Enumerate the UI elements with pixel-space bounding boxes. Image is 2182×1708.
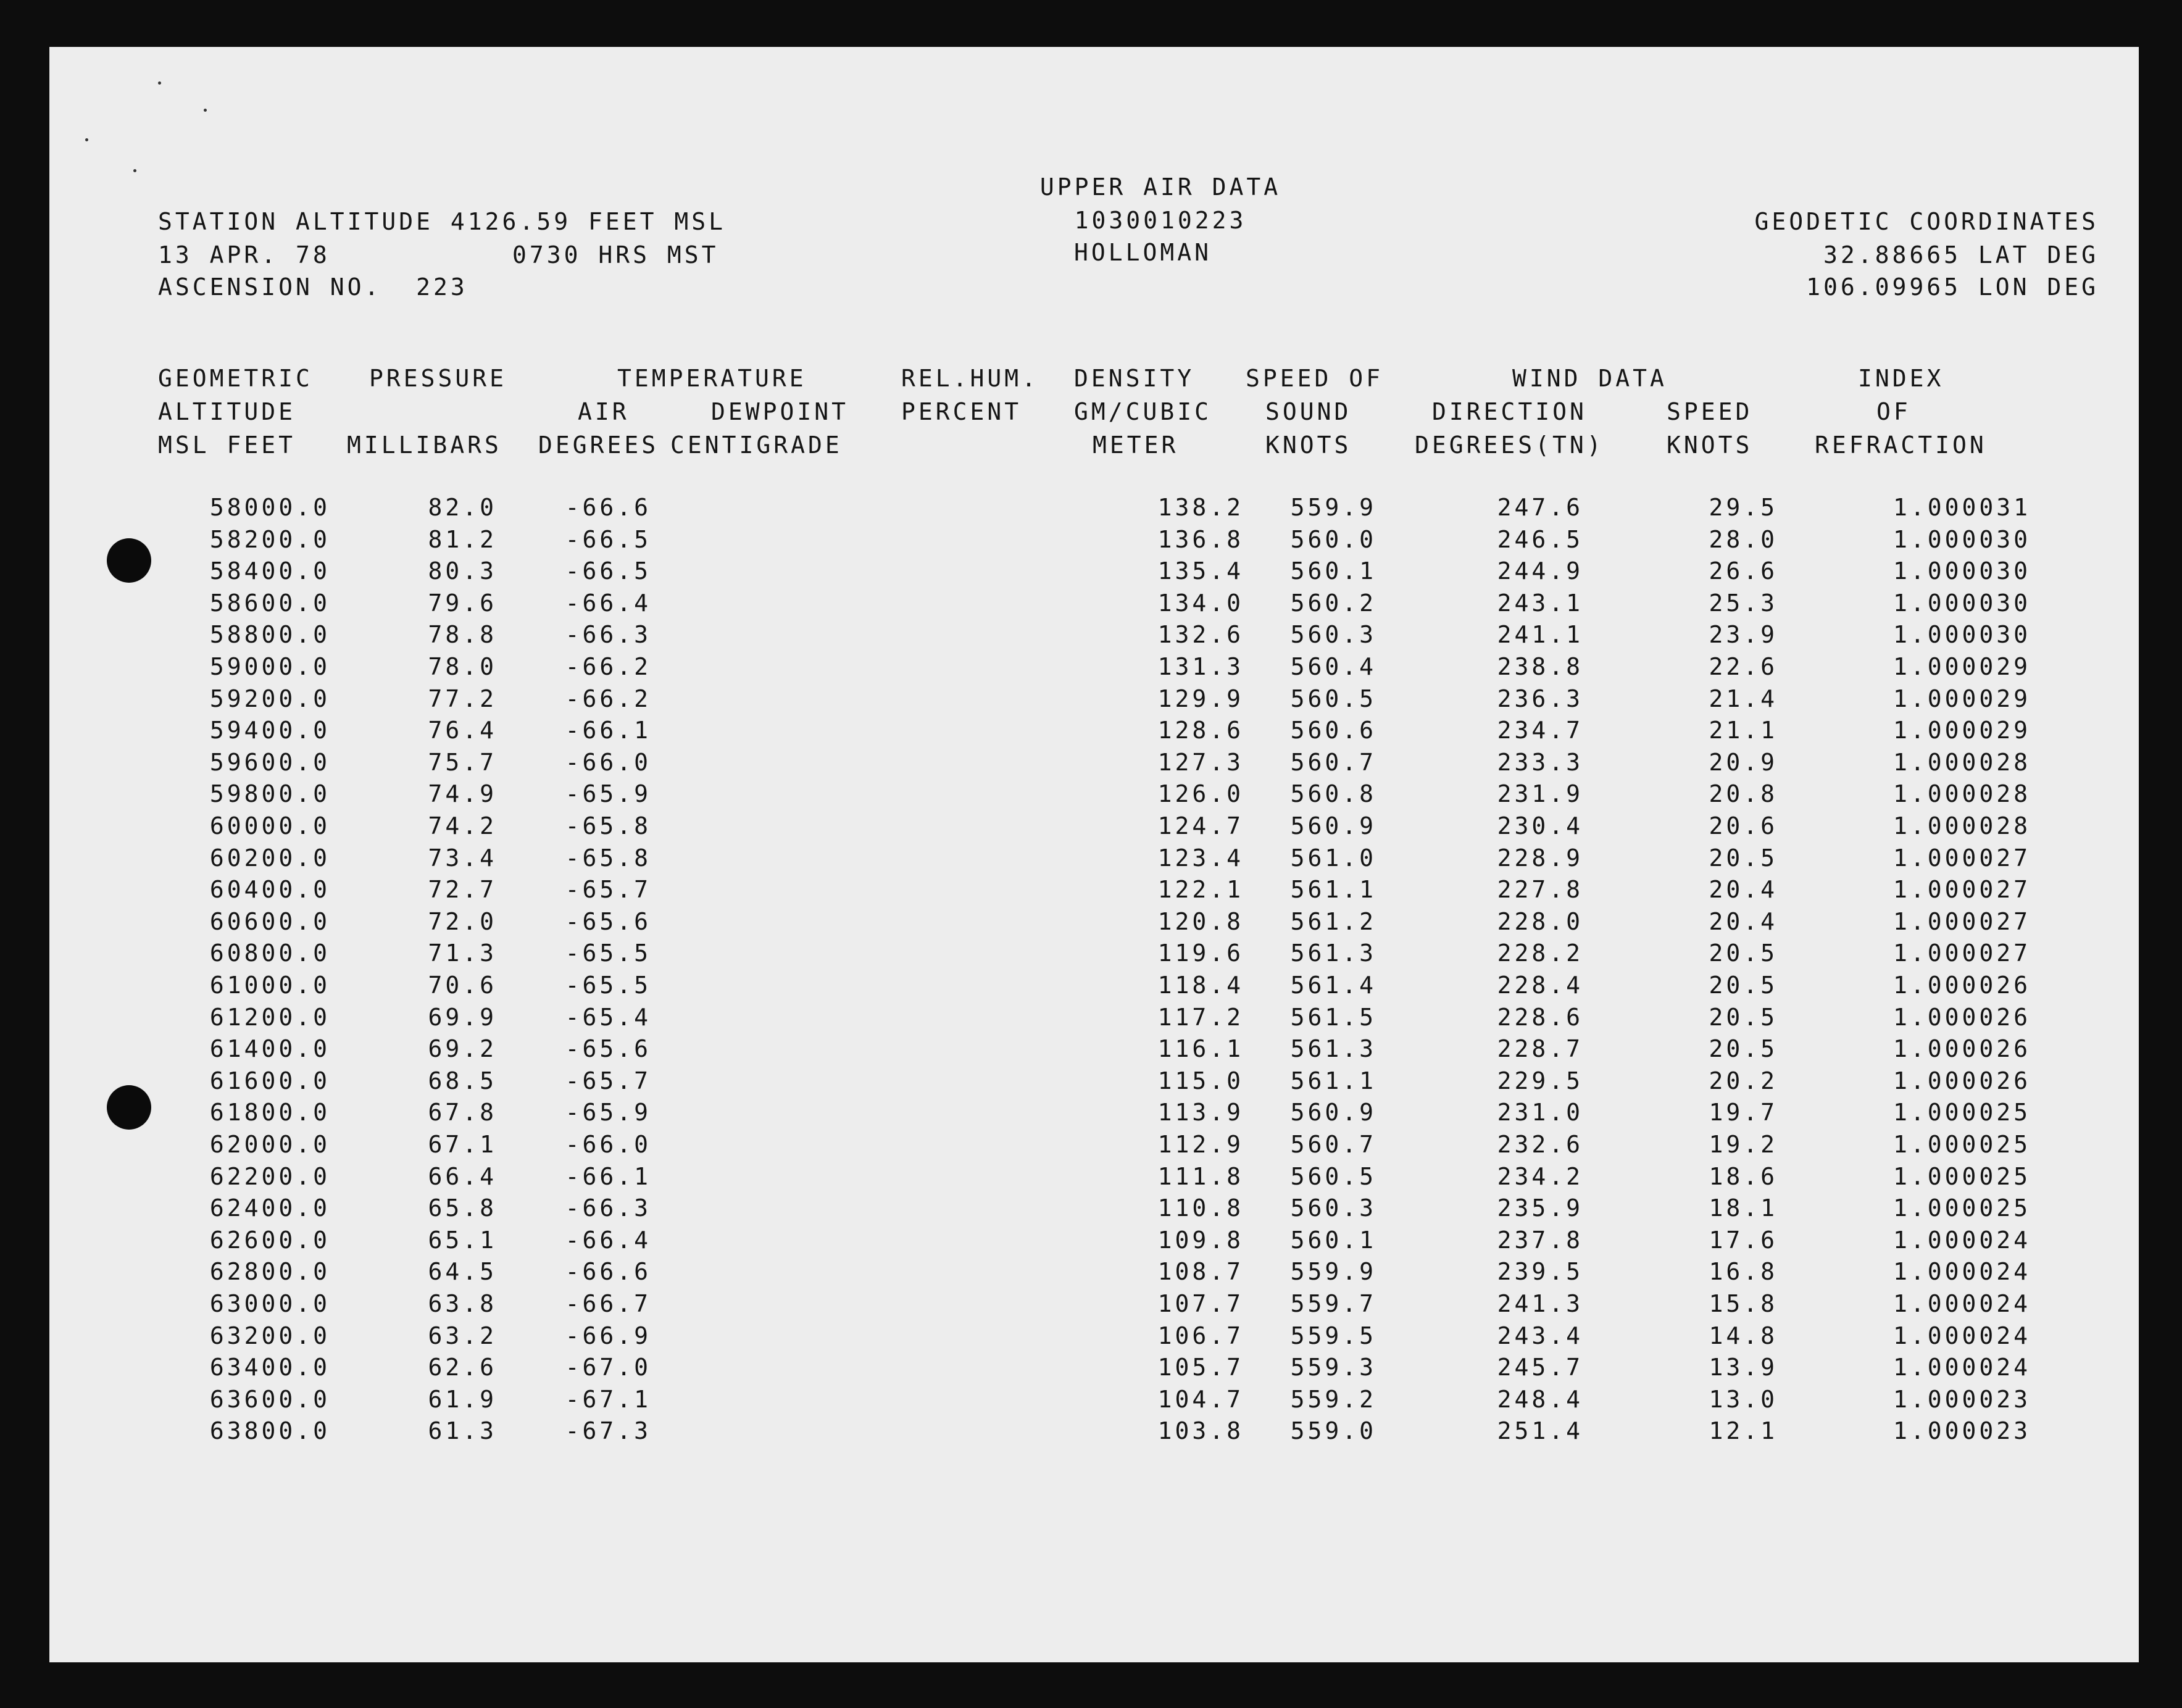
record-code: 1030010223: [1074, 207, 1247, 234]
col-air-line1: AIR: [578, 398, 630, 425]
cell-refraction-index: 1.000025: [1893, 1131, 2031, 1158]
cell-altitude: 59600.0: [209, 748, 330, 776]
cell-speed-of-sound: 560.2: [1290, 589, 1376, 617]
cell-refraction-index: 1.000025: [1893, 1099, 2031, 1127]
data-sheet: [49, 47, 2139, 1662]
cell-speed-of-sound: 560.9: [1290, 1099, 1376, 1127]
cell-refraction-index: 1.000024: [1893, 1226, 2031, 1254]
cell-air-temp: -65.4: [565, 1003, 651, 1031]
cell-refraction-index: 1.000026: [1893, 1003, 2031, 1031]
cell-speed-of-sound: 561.1: [1290, 876, 1376, 904]
cell-altitude: 58000.0: [209, 494, 330, 521]
cell-speed-of-sound: 559.7: [1290, 1290, 1376, 1317]
cell-pressure: 62.6: [428, 1354, 497, 1381]
cell-wind-direction: 228.4: [1497, 972, 1583, 999]
cell-altitude: 61200.0: [209, 1003, 330, 1031]
longitude: 106.09965 LON DEG: [1806, 273, 2099, 301]
cell-altitude: 60000.0: [209, 812, 330, 839]
cell-air-temp: -65.5: [565, 972, 651, 999]
cell-pressure: 76.4: [428, 717, 497, 744]
cell-pressure: 65.8: [428, 1194, 497, 1222]
cell-wind-speed: 20.2: [1709, 1067, 1778, 1094]
cell-altitude: 58200.0: [209, 525, 330, 553]
cell-speed-of-sound: 560.3: [1290, 1194, 1376, 1222]
cell-pressure: 78.8: [428, 621, 497, 649]
geodetic-coordinates-title: GEODETIC COORDINATES: [1754, 208, 2099, 235]
cell-refraction-index: 1.000027: [1893, 876, 2031, 904]
col-relhum-line1: REL.HUM.: [901, 365, 1039, 392]
cell-wind-direction: 238.8: [1497, 653, 1583, 680]
cell-pressure: 72.0: [428, 907, 497, 935]
cell-refraction-index: 1.000027: [1893, 844, 2031, 872]
cell-air-temp: -66.5: [565, 557, 651, 585]
cell-speed-of-sound: 559.0: [1290, 1417, 1376, 1445]
cell-density: 109.8: [1157, 1226, 1244, 1254]
cell-density: 128.6: [1157, 717, 1244, 744]
cell-pressure: 67.8: [428, 1099, 497, 1127]
col-sound-line3: KNOTS: [1265, 431, 1352, 459]
cell-air-temp: -66.2: [565, 685, 651, 712]
cell-pressure: 74.9: [428, 780, 497, 808]
speck: [158, 81, 161, 85]
cell-wind-direction: 241.1: [1497, 621, 1583, 649]
cell-density: 106.7: [1157, 1322, 1244, 1349]
cell-speed-of-sound: 560.4: [1290, 653, 1376, 680]
cell-refraction-index: 1.000028: [1893, 812, 2031, 839]
cell-altitude: 58800.0: [209, 621, 330, 649]
cell-pressure: 61.3: [428, 1417, 497, 1445]
cell-density: 113.9: [1157, 1099, 1244, 1127]
cell-altitude: 59800.0: [209, 780, 330, 808]
cell-speed-of-sound: 561.0: [1290, 844, 1376, 872]
cell-speed-of-sound: 560.3: [1290, 621, 1376, 649]
cell-refraction-index: 1.000030: [1893, 525, 2031, 553]
observation-date: 13 APR. 78: [158, 241, 330, 269]
col-air-line2: DEGREES: [538, 431, 659, 459]
cell-speed-of-sound: 560.9: [1290, 812, 1376, 839]
cell-refraction-index: 1.000023: [1893, 1385, 2031, 1413]
cell-pressure: 65.1: [428, 1226, 497, 1254]
cell-density: 129.9: [1157, 685, 1244, 712]
cell-wind-direction: 227.8: [1497, 876, 1583, 904]
cell-altitude: 62000.0: [209, 1131, 330, 1158]
cell-refraction-index: 1.000026: [1893, 972, 2031, 999]
cell-density: 132.6: [1157, 621, 1244, 649]
cell-altitude: 62600.0: [209, 1226, 330, 1254]
cell-altitude: 58600.0: [209, 589, 330, 617]
col-direction-line2: DEGREES(TN): [1415, 431, 1604, 459]
col-relhum-line2: PERCENT: [901, 398, 1022, 425]
cell-air-temp: -66.9: [565, 1322, 651, 1349]
cell-wind-direction: 232.6: [1497, 1131, 1583, 1158]
cell-wind-direction: 245.7: [1497, 1354, 1583, 1381]
cell-pressure: 75.7: [428, 748, 497, 776]
col-altitude-line1: GEOMETRIC: [158, 365, 313, 392]
cell-density: 116.1: [1157, 1035, 1244, 1063]
cell-altitude: 58400.0: [209, 557, 330, 585]
cell-speed-of-sound: 559.3: [1290, 1354, 1376, 1381]
cell-wind-speed: 23.9: [1709, 621, 1778, 649]
cell-wind-speed: 19.7: [1709, 1099, 1778, 1127]
cell-pressure: 61.9: [428, 1385, 497, 1413]
cell-density: 110.8: [1157, 1194, 1244, 1222]
station-altitude: STATION ALTITUDE 4126.59 FEET MSL: [158, 208, 726, 235]
col-pressure-line3: MILLIBARS: [347, 431, 502, 459]
cell-air-temp: -66.1: [565, 1162, 651, 1190]
cell-refraction-index: 1.000023: [1893, 1417, 2031, 1445]
cell-pressure: 69.2: [428, 1035, 497, 1063]
cell-wind-direction: 243.1: [1497, 589, 1583, 617]
observation-time: 0730 HRS MST: [512, 241, 719, 269]
cell-air-temp: -67.1: [565, 1385, 651, 1413]
col-index-line1: INDEX: [1858, 365, 1944, 392]
cell-density: 122.1: [1157, 876, 1244, 904]
cell-wind-speed: 13.0: [1709, 1385, 1778, 1413]
col-index-line3: REFRACTION: [1815, 431, 1987, 459]
cell-speed-of-sound: 560.7: [1290, 748, 1376, 776]
col-temperature: TEMPERATURE: [617, 365, 807, 392]
cell-speed-of-sound: 559.5: [1290, 1322, 1376, 1349]
cell-air-temp: -65.9: [565, 780, 651, 808]
col-dewpoint-line2: CENTIGRADE: [670, 431, 843, 459]
cell-wind-speed: 20.4: [1709, 876, 1778, 904]
cell-wind-speed: 22.6: [1709, 653, 1778, 680]
cell-density: 136.8: [1157, 525, 1244, 553]
page-title: UPPER AIR DATA: [1039, 173, 1281, 201]
cell-altitude: 63200.0: [209, 1322, 330, 1349]
cell-air-temp: -66.1: [565, 717, 651, 744]
cell-density: 138.2: [1157, 494, 1244, 521]
cell-wind-speed: 29.5: [1709, 494, 1778, 521]
cell-wind-speed: 19.2: [1709, 1131, 1778, 1158]
cell-wind-direction: 228.9: [1497, 844, 1583, 872]
cell-air-temp: -65.5: [565, 939, 651, 967]
cell-altitude: 62200.0: [209, 1162, 330, 1190]
cell-refraction-index: 1.000025: [1893, 1162, 2031, 1190]
cell-pressure: 70.6: [428, 972, 497, 999]
cell-density: 111.8: [1157, 1162, 1244, 1190]
cell-wind-speed: 20.8: [1709, 780, 1778, 808]
cell-pressure: 74.2: [428, 812, 497, 839]
cell-altitude: 62800.0: [209, 1258, 330, 1286]
cell-wind-direction: 228.0: [1497, 907, 1583, 935]
cell-air-temp: -65.6: [565, 907, 651, 935]
cell-refraction-index: 1.000025: [1893, 1194, 2031, 1222]
cell-density: 103.8: [1157, 1417, 1244, 1445]
cell-pressure: 77.2: [428, 685, 497, 712]
cell-refraction-index: 1.000029: [1893, 685, 2031, 712]
cell-density: 118.4: [1157, 972, 1244, 999]
col-direction-line1: DIRECTION: [1432, 398, 1587, 425]
cell-air-temp: -65.8: [565, 812, 651, 839]
cell-pressure: 72.7: [428, 876, 497, 904]
cell-density: 115.0: [1157, 1067, 1244, 1094]
cell-speed-of-sound: 560.8: [1290, 780, 1376, 808]
col-index-line2: OF: [1876, 398, 1911, 425]
cell-speed-of-sound: 560.6: [1290, 717, 1376, 744]
cell-altitude: 61800.0: [209, 1099, 330, 1127]
cell-speed-of-sound: 559.2: [1290, 1385, 1376, 1413]
cell-wind-speed: 12.1: [1709, 1417, 1778, 1445]
cell-air-temp: -66.6: [565, 1258, 651, 1286]
cell-air-temp: -66.6: [565, 494, 651, 521]
cell-air-temp: -65.7: [565, 1067, 651, 1094]
cell-wind-speed: 20.5: [1709, 939, 1778, 967]
cell-density: 108.7: [1157, 1258, 1244, 1286]
cell-altitude: 60200.0: [209, 844, 330, 872]
cell-wind-direction: 234.7: [1497, 717, 1583, 744]
cell-air-temp: -65.7: [565, 876, 651, 904]
cell-speed-of-sound: 561.4: [1290, 972, 1376, 999]
cell-refraction-index: 1.000027: [1893, 939, 2031, 967]
cell-speed-of-sound: 559.9: [1290, 1258, 1376, 1286]
cell-wind-speed: 20.5: [1709, 1035, 1778, 1063]
cell-altitude: 63000.0: [209, 1290, 330, 1317]
cell-refraction-index: 1.000024: [1893, 1258, 2031, 1286]
cell-refraction-index: 1.000029: [1893, 717, 2031, 744]
speck: [204, 109, 207, 112]
cell-air-temp: -67.3: [565, 1417, 651, 1445]
cell-wind-speed: 25.3: [1709, 589, 1778, 617]
cell-speed-of-sound: 561.3: [1290, 1035, 1376, 1063]
cell-altitude: 61600.0: [209, 1067, 330, 1094]
cell-refraction-index: 1.000030: [1893, 557, 2031, 585]
cell-density: 123.4: [1157, 844, 1244, 872]
cell-air-temp: -65.8: [565, 844, 651, 872]
cell-wind-direction: 228.7: [1497, 1035, 1583, 1063]
cell-wind-speed: 28.0: [1709, 525, 1778, 553]
cell-density: 135.4: [1157, 557, 1244, 585]
cell-speed-of-sound: 560.1: [1290, 1226, 1376, 1254]
cell-altitude: 63600.0: [209, 1385, 330, 1413]
latitude: 32.88665 LAT DEG: [1823, 241, 2099, 269]
cell-air-temp: -66.4: [565, 1226, 651, 1254]
cell-refraction-index: 1.000026: [1893, 1035, 2031, 1063]
cell-speed-of-sound: 560.0: [1290, 525, 1376, 553]
cell-wind-speed: 13.9: [1709, 1354, 1778, 1381]
cell-pressure: 80.3: [428, 557, 497, 585]
cell-wind-direction: 228.2: [1497, 939, 1583, 967]
cell-altitude: 61000.0: [209, 972, 330, 999]
cell-air-temp: -65.6: [565, 1035, 651, 1063]
cell-wind-direction: 239.5: [1497, 1258, 1583, 1286]
cell-density: 105.7: [1157, 1354, 1244, 1381]
cell-density: 107.7: [1157, 1290, 1244, 1317]
speck: [85, 138, 88, 141]
cell-speed-of-sound: 561.2: [1290, 907, 1376, 935]
cell-altitude: 61400.0: [209, 1035, 330, 1063]
cell-refraction-index: 1.000028: [1893, 780, 2031, 808]
cell-wind-speed: 16.8: [1709, 1258, 1778, 1286]
cell-refraction-index: 1.000029: [1893, 653, 2031, 680]
cell-wind-direction: 247.6: [1497, 494, 1583, 521]
cell-wind-speed: 18.6: [1709, 1162, 1778, 1190]
cell-wind-speed: 15.8: [1709, 1290, 1778, 1317]
cell-refraction-index: 1.000027: [1893, 907, 2031, 935]
col-altitude-line2: ALTITUDE: [158, 398, 296, 425]
cell-density: 117.2: [1157, 1003, 1244, 1031]
cell-refraction-index: 1.000030: [1893, 621, 2031, 649]
cell-speed-of-sound: 560.5: [1290, 685, 1376, 712]
cell-speed-of-sound: 560.1: [1290, 557, 1376, 585]
cell-wind-direction: 251.4: [1497, 1417, 1583, 1445]
col-sound-line2: SOUND: [1265, 398, 1352, 425]
cell-wind-speed: 17.6: [1709, 1226, 1778, 1254]
cell-wind-direction: 244.9: [1497, 557, 1583, 585]
col-speed-line2: KNOTS: [1667, 431, 1753, 459]
cell-pressure: 64.5: [428, 1258, 497, 1286]
cell-wind-direction: 235.9: [1497, 1194, 1583, 1222]
cell-pressure: 82.0: [428, 494, 497, 521]
col-density-line3: METER: [1093, 431, 1179, 459]
cell-altitude: 63400.0: [209, 1354, 330, 1381]
cell-refraction-index: 1.000028: [1893, 748, 2031, 776]
cell-pressure: 78.0: [428, 653, 497, 680]
cell-pressure: 73.4: [428, 844, 497, 872]
cell-wind-speed: 20.5: [1709, 972, 1778, 999]
cell-density: 119.6: [1157, 939, 1244, 967]
cell-wind-direction: 230.4: [1497, 812, 1583, 839]
cell-density: 131.3: [1157, 653, 1244, 680]
cell-wind-speed: 20.5: [1709, 844, 1778, 872]
cell-air-temp: -66.3: [565, 621, 651, 649]
cell-wind-direction: 234.2: [1497, 1162, 1583, 1190]
cell-density: 124.7: [1157, 812, 1244, 839]
col-dewpoint-line1: DEWPOINT: [711, 398, 849, 425]
cell-refraction-index: 1.000030: [1893, 589, 2031, 617]
cell-air-temp: -66.2: [565, 653, 651, 680]
cell-wind-direction: 236.3: [1497, 685, 1583, 712]
cell-refraction-index: 1.000024: [1893, 1322, 2031, 1349]
cell-speed-of-sound: 560.5: [1290, 1162, 1376, 1190]
cell-speed-of-sound: 559.9: [1290, 494, 1376, 521]
cell-wind-speed: 21.4: [1709, 685, 1778, 712]
cell-air-temp: -66.0: [565, 748, 651, 776]
cell-pressure: 66.4: [428, 1162, 497, 1190]
cell-pressure: 71.3: [428, 939, 497, 967]
cell-wind-speed: 20.5: [1709, 1003, 1778, 1031]
cell-air-temp: -66.7: [565, 1290, 651, 1317]
cell-air-temp: -66.4: [565, 589, 651, 617]
site-name: HOLLOMAN: [1074, 239, 1212, 266]
cell-air-temp: -65.9: [565, 1099, 651, 1127]
cell-altitude: 60400.0: [209, 876, 330, 904]
cell-air-temp: -67.0: [565, 1354, 651, 1381]
cell-wind-direction: 233.3: [1497, 748, 1583, 776]
cell-pressure: 81.2: [428, 525, 497, 553]
cell-altitude: 60600.0: [209, 907, 330, 935]
cell-speed-of-sound: 561.1: [1290, 1067, 1376, 1094]
cell-speed-of-sound: 560.7: [1290, 1131, 1376, 1158]
cell-wind-direction: 243.4: [1497, 1322, 1583, 1349]
cell-altitude: 60800.0: [209, 939, 330, 967]
cell-wind-direction: 241.3: [1497, 1290, 1583, 1317]
cell-pressure: 63.8: [428, 1290, 497, 1317]
cell-altitude: 59200.0: [209, 685, 330, 712]
cell-speed-of-sound: 561.5: [1290, 1003, 1376, 1031]
cell-density: 112.9: [1157, 1131, 1244, 1158]
cell-density: 104.7: [1157, 1385, 1244, 1413]
col-density-line1: DENSITY: [1074, 365, 1195, 392]
cell-wind-speed: 20.4: [1709, 907, 1778, 935]
col-density-line2: GM/CUBIC: [1074, 398, 1212, 425]
cell-refraction-index: 1.000024: [1893, 1354, 2031, 1381]
col-speed-line1: SPEED: [1667, 398, 1753, 425]
cell-air-temp: -66.5: [565, 525, 651, 553]
cell-wind-speed: 18.1: [1709, 1194, 1778, 1222]
cell-wind-direction: 228.6: [1497, 1003, 1583, 1031]
cell-wind-direction: 229.5: [1497, 1067, 1583, 1094]
cell-altitude: 63800.0: [209, 1417, 330, 1445]
speck: [133, 169, 136, 172]
cell-wind-speed: 14.8: [1709, 1322, 1778, 1349]
col-pressure-line1: PRESSURE: [369, 365, 507, 392]
cell-wind-speed: 20.6: [1709, 812, 1778, 839]
cell-altitude: 59400.0: [209, 717, 330, 744]
cell-density: 127.3: [1157, 748, 1244, 776]
col-sound-line1: SPEED OF: [1246, 365, 1384, 392]
cell-wind-speed: 21.1: [1709, 717, 1778, 744]
cell-wind-speed: 26.6: [1709, 557, 1778, 585]
cell-air-temp: -66.0: [565, 1131, 651, 1158]
cell-refraction-index: 1.000024: [1893, 1290, 2031, 1317]
cell-density: 120.8: [1157, 907, 1244, 935]
cell-density: 126.0: [1157, 780, 1244, 808]
cell-pressure: 79.6: [428, 589, 497, 617]
col-wind-data: WIND DATA: [1512, 365, 1667, 392]
cell-pressure: 69.9: [428, 1003, 497, 1031]
cell-wind-direction: 248.4: [1497, 1385, 1583, 1413]
cell-pressure: 68.5: [428, 1067, 497, 1094]
cell-air-temp: -66.3: [565, 1194, 651, 1222]
cell-wind-direction: 237.8: [1497, 1226, 1583, 1254]
cell-altitude: 59000.0: [209, 653, 330, 680]
cell-pressure: 63.2: [428, 1322, 497, 1349]
cell-refraction-index: 1.000026: [1893, 1067, 2031, 1094]
cell-wind-direction: 246.5: [1497, 525, 1583, 553]
cell-wind-direction: 231.9: [1497, 780, 1583, 808]
col-altitude-line3: MSL FEET: [158, 431, 296, 459]
cell-speed-of-sound: 561.3: [1290, 939, 1376, 967]
cell-altitude: 62400.0: [209, 1194, 330, 1222]
cell-wind-speed: 20.9: [1709, 748, 1778, 776]
ascension-number: ASCENSION NO. 223: [158, 273, 468, 301]
cell-density: 134.0: [1157, 589, 1244, 617]
cell-refraction-index: 1.000031: [1893, 494, 2031, 521]
cell-pressure: 67.1: [428, 1131, 497, 1158]
cell-wind-direction: 231.0: [1497, 1099, 1583, 1127]
